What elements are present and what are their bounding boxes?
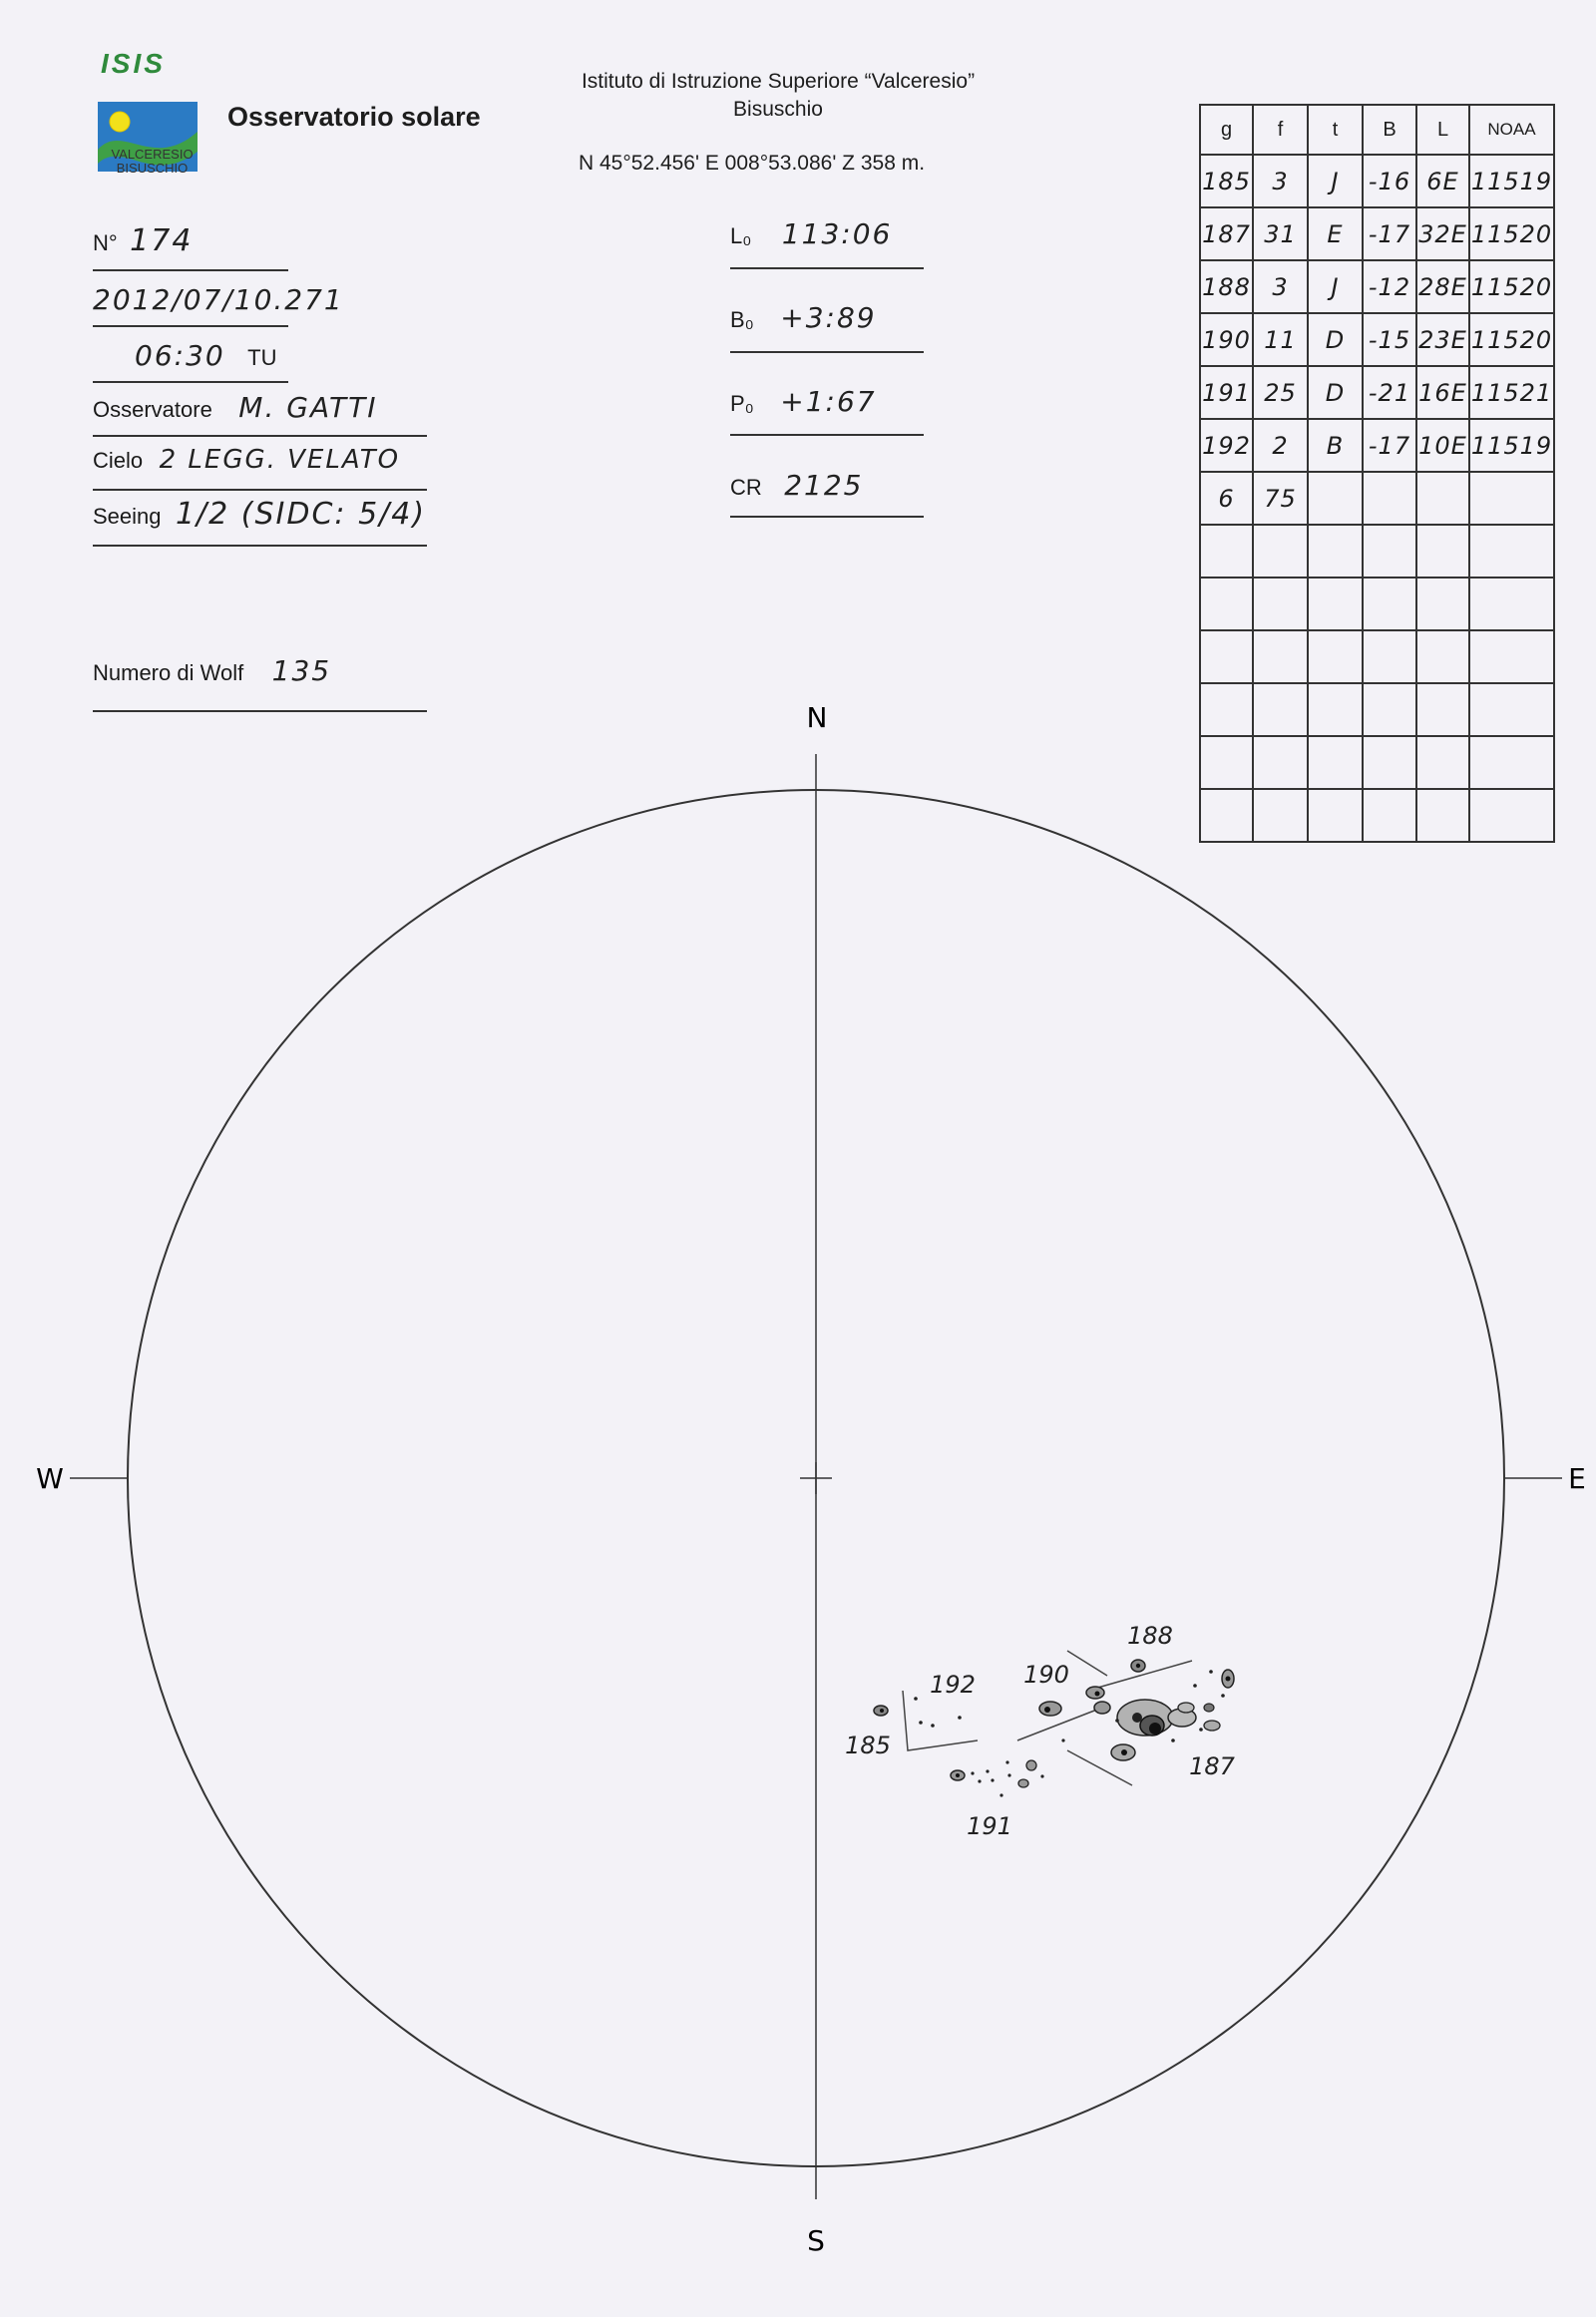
observation-date: 2012/07/10.271 <box>93 283 344 316</box>
table-row: 187 31 E -17 32E 11520 <box>1200 207 1554 260</box>
group-label: 191 <box>967 1812 1012 1840</box>
table-row: 185 3 J -16 6E 11519 <box>1200 155 1554 207</box>
sunspot-group-190 <box>1039 1687 1110 1742</box>
header-noaa: NOAA <box>1469 105 1554 155</box>
logo-wordmark: ISIS <box>101 48 166 79</box>
group-label: 190 <box>1023 1661 1069 1689</box>
header-t: t <box>1308 105 1363 155</box>
carrington-row: CR 2125 <box>730 469 864 502</box>
sunspot-group-185 <box>874 1706 888 1716</box>
group-label: 192 <box>930 1671 976 1699</box>
west-label: W <box>36 1462 64 1495</box>
logo-caption: VALCERESIO BISUSCHIO <box>111 147 194 176</box>
seeing-row: Seeing 1/2 (SIDC: 5/4) <box>93 497 427 532</box>
station-coordinates: N 45°52.456' E 008°53.086' Z 358 m. <box>579 152 926 175</box>
north-label: N <box>806 701 828 734</box>
sunspot-group-188 <box>1131 1660 1145 1672</box>
header-l: L <box>1416 105 1469 155</box>
time-unit: TU <box>247 345 277 370</box>
observatory-name: Osservatorio solare <box>227 102 481 132</box>
sunspot-group-191 <box>951 1760 1044 1797</box>
east-label: E <box>1568 1462 1586 1495</box>
carrington-rotation: 2125 <box>784 469 864 502</box>
p0-row: P₀ +1:67 <box>730 385 877 418</box>
observer-name: M. GATTI <box>238 391 378 424</box>
header-g: g <box>1200 105 1253 155</box>
seeing-value: 1/2 (SIDC: 5/4) <box>175 497 427 532</box>
wolf-number: 135 <box>271 654 332 687</box>
table-row: 191 25 D -21 16E 11521 <box>1200 366 1554 419</box>
south-label: S <box>807 2224 825 2257</box>
sunspot-group-192 <box>914 1697 962 1728</box>
sunspot-group-187 <box>1111 1670 1234 1760</box>
group-label: 185 <box>845 1732 891 1759</box>
table-row: 192 2 B -17 10E 11519 <box>1200 419 1554 472</box>
wolf-number-row: Numero di Wolf 135 <box>93 654 332 687</box>
p0-value: +1:67 <box>780 385 877 418</box>
header-f: f <box>1253 105 1308 155</box>
b0-value: +3:89 <box>780 301 877 334</box>
sky-condition: 2 LEGG. VELATO <box>159 445 401 475</box>
sky-row: Cielo 2 LEGG. VELATO <box>93 445 401 475</box>
header-b: B <box>1363 105 1416 155</box>
institute-name: Istituto di Istruzione Superiore “Valceresio” Bisuschio <box>581 70 976 121</box>
observation-time: 06:30 <box>135 339 225 372</box>
group-label: 187 <box>1189 1752 1235 1780</box>
observer-row: Osservatore M. GATTI <box>93 391 378 424</box>
group-label: 188 <box>1127 1622 1173 1650</box>
total-groups: 6 <box>1200 472 1253 525</box>
l0-row: L₀ 113:06 <box>730 217 893 250</box>
total-spots: 75 <box>1253 472 1308 525</box>
table-row: 188 3 J -12 28E 11520 <box>1200 260 1554 313</box>
observation-number: 174 <box>130 223 194 258</box>
l0-value: 113:06 <box>781 217 893 250</box>
table-row: 190 11 D -15 23E 11520 <box>1200 313 1554 366</box>
b0-row: B₀ +3:89 <box>730 301 877 334</box>
observation-number-row: N° 174 <box>93 223 194 258</box>
